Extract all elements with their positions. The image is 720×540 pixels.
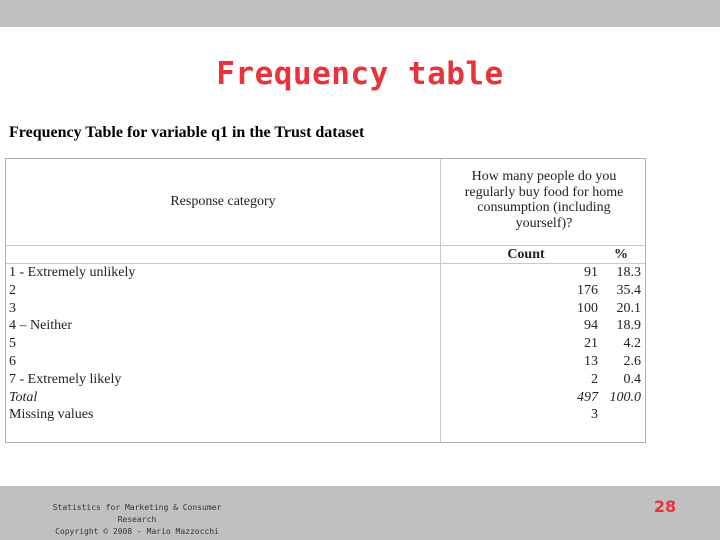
category-cell: Missing values	[9, 407, 94, 423]
table-row	[6, 265, 645, 283]
frequency-table	[5, 158, 646, 443]
count-column-header: Count	[507, 247, 545, 262]
percent-cell: 18.3	[616, 265, 641, 280]
count-cell: 497	[577, 389, 598, 405]
percent-cell: 100.0	[609, 389, 641, 405]
subheader-divider	[6, 263, 645, 264]
percent-cell: 0.4	[623, 371, 641, 387]
category-cell: 3	[9, 300, 16, 316]
category-cell: 4 – Neither	[9, 318, 72, 334]
table-row-missing	[6, 407, 645, 425]
question-header-line: yourself)?	[515, 215, 573, 231]
category-cell: 6	[9, 353, 16, 369]
footer-line: Statistics for Marketing & Consumer Research	[52, 503, 222, 524]
category-cell: Total	[9, 389, 38, 405]
category-cell: 5	[9, 336, 16, 352]
top-bar	[0, 0, 720, 27]
category-cell: 1 - Extremely unlikely	[9, 265, 136, 280]
table-row-total	[6, 390, 645, 408]
percent-cell: 18.9	[616, 318, 641, 334]
table-row	[6, 354, 645, 372]
table-row	[6, 301, 645, 319]
category-cell: 2	[9, 282, 16, 298]
count-cell: 100	[577, 300, 598, 316]
percent-cell: 4.2	[623, 336, 641, 352]
page-number: 28	[653, 497, 677, 516]
count-cell: 2	[591, 371, 598, 387]
response-category-header: Response category	[170, 194, 276, 209]
count-cell: 21	[584, 336, 598, 352]
slide-title: Frequency table	[216, 56, 504, 92]
table-row	[6, 372, 645, 390]
footer-line: Copyright © 2008 - Mario Mazzocchi	[55, 527, 219, 536]
count-cell: 91	[584, 265, 598, 280]
percent-cell: 2.6	[623, 353, 641, 369]
header-divider	[6, 245, 645, 246]
percent-cell: 35.4	[616, 282, 641, 298]
question-header-line: regularly buy food for home	[464, 184, 624, 200]
count-cell: 94	[584, 318, 598, 334]
count-cell: 176	[577, 282, 598, 298]
table-caption: Frequency Table for variable q1 in the Trust dataset	[9, 124, 365, 141]
category-cell: 7 - Extremely likely	[9, 371, 122, 387]
table-rows	[6, 265, 645, 425]
percent-column-header: %	[614, 247, 628, 262]
question-header	[446, 169, 642, 231]
count-cell: 13	[584, 353, 598, 369]
table-row	[6, 318, 645, 336]
percent-cell: 20.1	[616, 300, 641, 316]
question-header-line: consumption (including	[477, 200, 611, 215]
footer-text	[32, 502, 242, 538]
question-header-line: How many people do you	[471, 169, 617, 184]
table-row	[6, 283, 645, 301]
table-row	[6, 336, 645, 354]
count-cell: 3	[591, 407, 598, 423]
